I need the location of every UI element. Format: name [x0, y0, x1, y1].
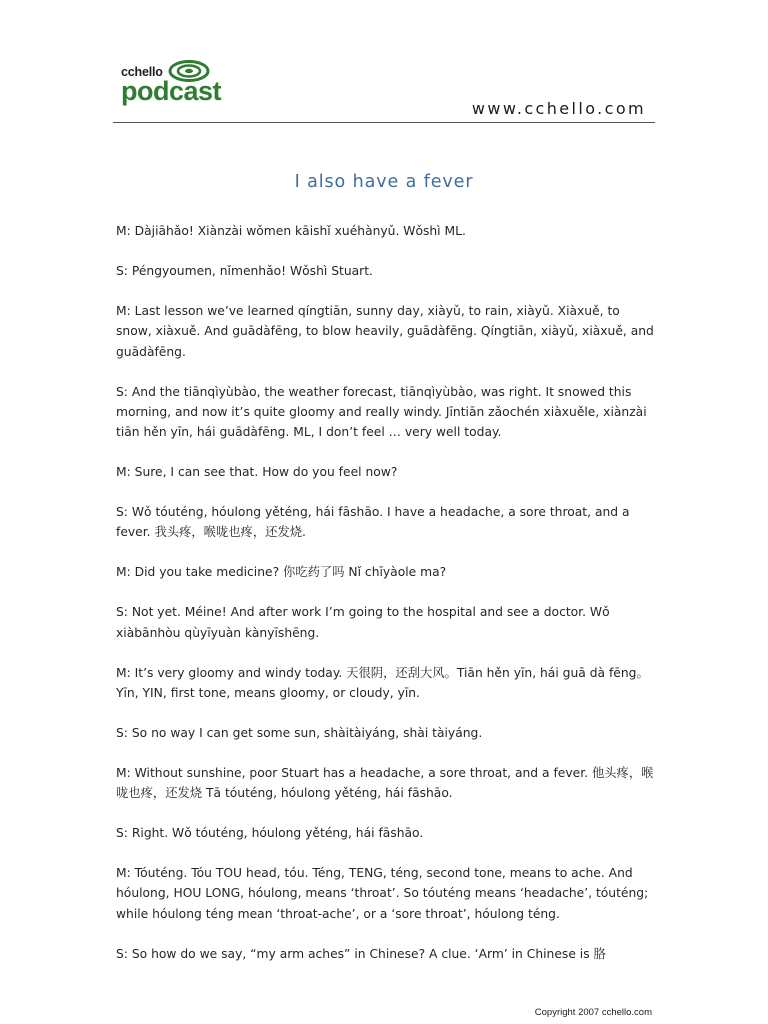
- dialogue-line: M: It’s very gloomy and windy today. 天很阴，还刮大风。Tiān hěn yīn, hái guā dà fēng。Yīn, YIN, first tone, means gloomy, or cloudy, yīn.: [116, 665, 649, 700]
- header-divider: [113, 122, 655, 123]
- dialogue-line: S: And the tiānqìyùbào, the weather forecast, tiānqìyùbào, was right. It snowed this morning, and now it’s quite gloomy and really windy. Jīntiān zǎochén xiàxuěle, xiànzài tiān hěn yīn, hái guādàfēng. ML, I don’t feel … very well today.: [116, 384, 647, 440]
- logo-big-text: podcast: [121, 76, 222, 106]
- dialogue-line: M: Sure, I can see that. How do you feel now?: [116, 465, 398, 480]
- dialogue-line: S: Wǒ tóuténg, hóulong yěténg, hái fāshāo. I have a headache, a sore throat, and a fever. 我头疼，喉咙也疼，还发烧.: [116, 505, 630, 540]
- dialogue-line: S: So how do we say, “my arm aches” in Chinese? A clue. ‘Arm’ in Chinese is 胳: [116, 946, 606, 961]
- dialogue-line: M: Last lesson we’ve learned qíngtiān, sunny day, xiàyǔ, to rain, xiàyǔ. Xiàxuě, to snow, xiàxuě. And guādàfēng, to blow heavily, guādàfēng. Qíngtiān, xiàyǔ, xiàxuě, and guādàfēng.: [116, 303, 654, 359]
- logo-small-text: cchello: [121, 65, 163, 79]
- dialogue-line: S: Péngyoumen, nǐmenhǎo! Wǒshì Stuart.: [116, 263, 373, 278]
- cchello-podcast-logo: [121, 60, 231, 108]
- dialogue-line: S: Not yet. Méine! And after work I’m going to the hospital and see a doctor. Wǒ xiàbānhòu qùyīyuàn kànyīshēng.: [116, 605, 610, 640]
- dialogue-line: M: Did you take medicine? 你吃药了吗 Nǐ chīyàole ma?: [116, 565, 447, 580]
- dialogue-line: M: Tóuténg. Tóu TOU head, tóu. Téng, TENG, téng, second tone, means to ache. And hóulong, HOU LONG, hóulong, means ‘throat’. So tóuténg means ‘headache’, tóuténg; while hóulong téng mean ‘throat-ache’, or a ‘sore throat’, hóulong téng.: [116, 866, 649, 921]
- dialogue-line: S: Right. Wǒ tóuténg, hóulong yěténg, hái fāshāo.: [116, 826, 424, 841]
- site-url: www.cchello.com: [471, 99, 646, 118]
- dialogue-transcript: [116, 221, 656, 984]
- lesson-title: I also have a fever: [294, 172, 474, 192]
- dialogue-line: M: Without sunshine, poor Stuart has a headache, a sore throat, and a fever. 他头疼，喉咙也疼，还发烧 Tā tóuténg, hóulong yěténg, hái fāshāo.: [116, 765, 654, 801]
- copyright-footer: Copyright 2007 cchello.com: [534, 1007, 652, 1018]
- dialogue-line: S: So no way I can get some sun, shàitàiyáng, shài tàiyáng.: [116, 725, 483, 740]
- dialogue-line: M: Dàjiāhǎo! Xiànzài wǒmen kāishǐ xuéhànyǔ. Wǒshì ML.: [116, 224, 466, 238]
